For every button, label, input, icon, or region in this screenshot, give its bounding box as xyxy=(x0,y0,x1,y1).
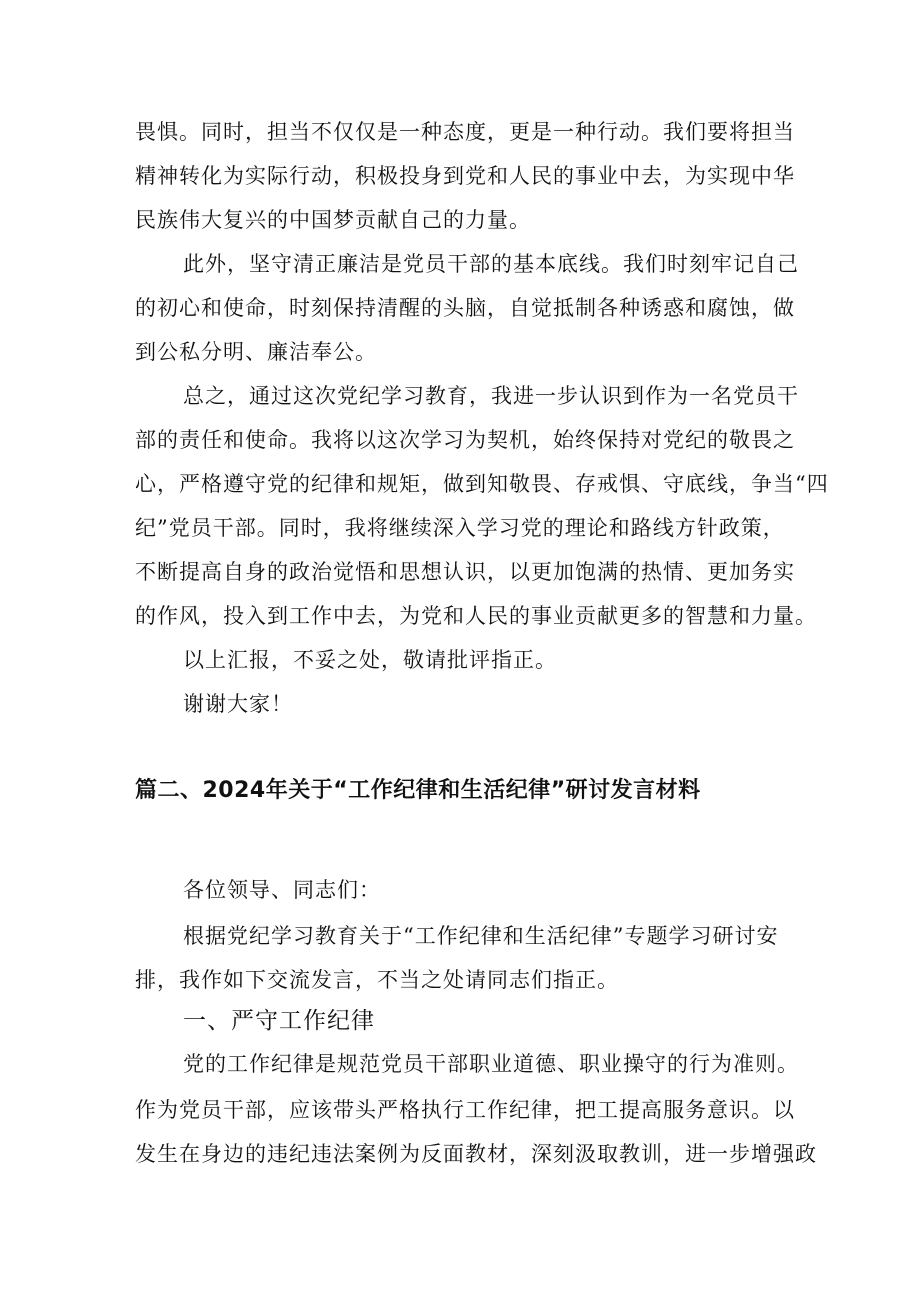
paragraph-line: 以上汇报，不妥之处，敬请批评指正。 xyxy=(183,648,557,672)
section-title: 篇二、2024年关于“工作纪律和生活纪律”研讨发言材料 xyxy=(135,778,701,803)
subheading: 一、严守工作纪律 xyxy=(183,1008,375,1034)
paragraph-line: 排，我作如下交流发言，不当之处请同志们指正。 xyxy=(135,968,619,992)
paragraph-line: 此外，坚守清正廉洁是党员干部的基本底线。我们时刻牢记自己 xyxy=(183,252,799,276)
paragraph-line: 部的责任和使命。我将以这次学习为契机，始终保持对党纪的敬畏之 xyxy=(135,428,795,452)
paragraph-line: 根据党纪学习教育关于“工作纪律和生活纪律”专题学习研讨安 xyxy=(183,924,779,948)
paragraph-line: 总之，通过这次党纪学习教育，我进一步认识到作为一名党员干 xyxy=(183,384,799,408)
paragraph-line: 各位领导、同志们： xyxy=(183,878,381,902)
paragraph-line: 党的工作纪律是规范党员干部职业道德、职业操守的行为准则。 xyxy=(183,1052,799,1076)
paragraph-line: 不断提高自身的政治觉悟和思想认识，以更加饱满的热情、更加务实 xyxy=(135,560,795,584)
paragraph-line: 发生在身边的违纪违法案例为反面教材，深刻汲取教训，进一步增强政 xyxy=(135,1142,817,1166)
paragraph-line: 作为党员干部，应该带头严格执行工作纪律，把工提高服务意识。以 xyxy=(135,1098,795,1122)
paragraph-line: 的作风，投入到工作中去，为党和人民的事业贡献更多的智慧和力量。 xyxy=(135,604,817,628)
paragraph-line: 纪”党员干部。同时，我将继续深入学习党的理论和路线方针政策， xyxy=(135,516,785,540)
paragraph-line: 民族伟大复兴的中国梦贡献自己的力量。 xyxy=(135,208,531,232)
paragraph-line: 畏惧。同时，担当不仅仅是一种态度，更是一种行动。我们要将担当 xyxy=(135,120,795,144)
paragraph-line: 谢谢大家！ xyxy=(183,692,293,716)
paragraph-line: 到公私分明、廉洁奉公。 xyxy=(135,340,377,364)
paragraph-line: 心，严格遵守党的纪律和规矩，做到知敬畏、存戒惧、守底线，争当“四 xyxy=(135,472,829,496)
paragraph-line: 的初心和使命，时刻保持清醒的头脑，自觉抵制各种诱惑和腐蚀，做 xyxy=(135,296,795,320)
paragraph-line: 精神转化为实际行动，积极投身到党和人民的事业中去，为实现中华 xyxy=(135,164,795,188)
